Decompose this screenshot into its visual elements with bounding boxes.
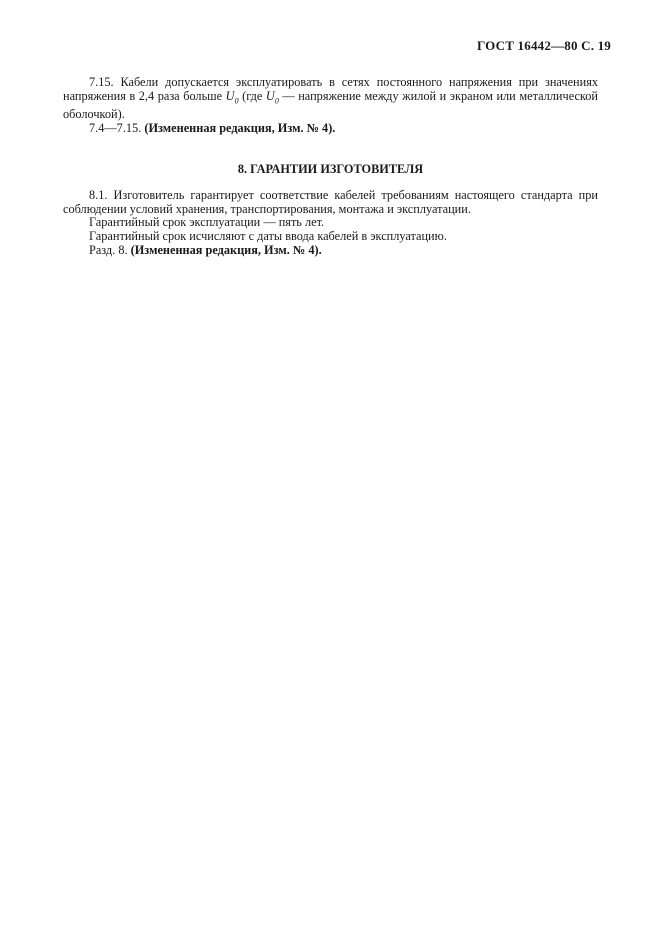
section-8-block xyxy=(63,189,598,258)
section-7-block xyxy=(63,76,598,135)
paragraph-warranty-start: Гарантийный срок исчисляют с даты ввода кабелей в эксплуатацию. xyxy=(89,229,447,244)
paragraph-warranty-period: Гарантийный срок эксплуатации — пять лет. xyxy=(89,215,325,230)
amend-text: (Измененная редакция, Изм. № 4). xyxy=(130,242,322,257)
u0-symbol: $U_0$ xyxy=(225,88,239,106)
p715-text-c: — напряжение между жилой и экраном или металлической оболочкой). xyxy=(63,88,598,121)
u0-symbol: $U_0$ xyxy=(265,88,279,106)
p715-text-a: 7.15. Кабели допускается эксплуатировать в сетях постоянного напряжения при значениях напряжения в 2,4 раза больше xyxy=(63,75,598,103)
amend-text: (Измененная редакция, Изм. № 4). xyxy=(144,120,336,135)
page-header: ГОСТ 16442—80 С. 19 xyxy=(477,38,611,53)
p715-text-b: (где xyxy=(238,88,266,103)
amendment-note-8 xyxy=(63,244,598,258)
paragraph-8-1: 8.1. Изготовитель гарантирует соответствие кабелей требованиям настоящего стандарта при соблюдении условий хранения, транспортирования, монтажа и эксплуатации. xyxy=(63,188,598,216)
amend-prefix: Разд. 8. xyxy=(89,242,131,257)
amendment-note-7 xyxy=(63,122,598,136)
paragraph-7-15 xyxy=(63,76,598,122)
amend-prefix: 7.4—7.15. xyxy=(89,120,145,135)
section-8-title: 8. ГАРАНТИИ ИЗГОТОВИТЕЛЯ xyxy=(237,162,424,176)
